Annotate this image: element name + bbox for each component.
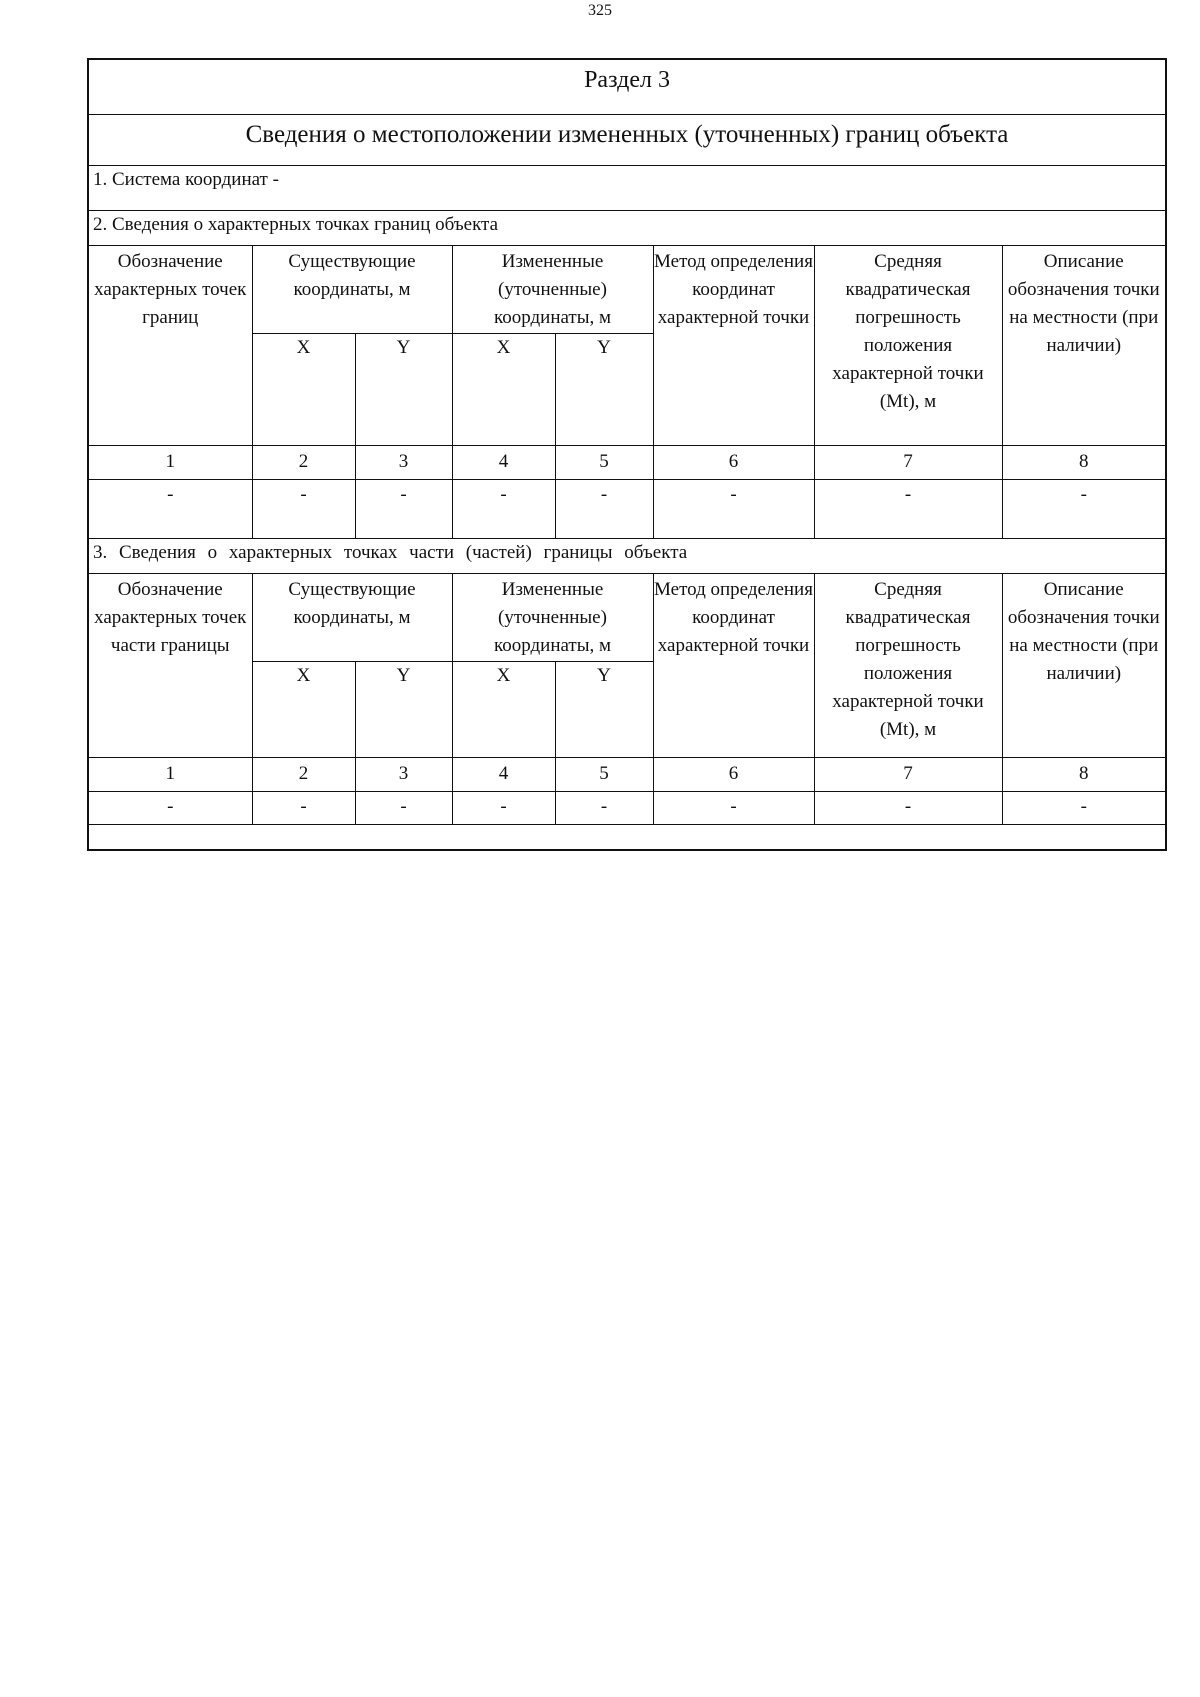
column-number: 4 xyxy=(452,446,555,480)
column-number: 2 xyxy=(252,758,355,792)
cell-value: - xyxy=(252,792,355,825)
header-changed-x: X xyxy=(452,662,555,758)
header-point-designation: Обозначение характерных точек границ xyxy=(88,246,252,446)
header-existing-coordinates: Существующие координаты, м xyxy=(252,246,452,334)
column-number: 4 xyxy=(452,758,555,792)
boundary-part-points-label: 3. Сведения о характерных точках части (частей) границы объекта xyxy=(88,539,1166,574)
page-number: 325 xyxy=(588,2,612,19)
column-numbers-row xyxy=(88,758,1166,792)
header-changed-y: Y xyxy=(555,662,653,758)
header-existing-x: X xyxy=(252,662,355,758)
header-point-description: Описание обозначения точки на местности (при наличии) xyxy=(1002,246,1166,446)
cell-value: - xyxy=(88,792,252,825)
empty-row xyxy=(88,825,1166,851)
header-part-point-designation: Обозначение характерных точек части границы xyxy=(88,574,252,758)
header-changed-coordinates: Измененные (уточненные) координаты, м xyxy=(452,246,653,334)
header-mean-square-error: Средняя квадратическая погрешность положения характерной точки (Mt), м xyxy=(814,246,1002,446)
column-number: 3 xyxy=(355,446,452,480)
cell-value: - xyxy=(555,792,653,825)
header-method: Метод определения координат характерной точки xyxy=(653,246,814,446)
header-existing-y: Y xyxy=(355,662,452,758)
cell-value: - xyxy=(88,480,252,539)
header-existing-y: Y xyxy=(355,334,452,446)
header-point-description: Описание обозначения точки на местности (при наличии) xyxy=(1002,574,1166,758)
coordinate-system-label: 1. Система координат - xyxy=(88,166,1166,211)
header-changed-coordinates: Измененные (уточненные) координаты, м xyxy=(452,574,653,662)
column-number: 5 xyxy=(555,446,653,480)
cell-value: - xyxy=(355,792,452,825)
cell-value: - xyxy=(653,792,814,825)
cell-value: - xyxy=(1002,480,1166,539)
column-numbers-row xyxy=(88,446,1166,480)
cell-value: - xyxy=(452,792,555,825)
cell-value: - xyxy=(355,480,452,539)
column-number: 8 xyxy=(1002,446,1166,480)
column-number: 2 xyxy=(252,446,355,480)
cell-value: - xyxy=(814,480,1002,539)
header-changed-y: Y xyxy=(555,334,653,446)
column-number: 1 xyxy=(88,446,252,480)
cell-value: - xyxy=(814,792,1002,825)
section-title: Раздел 3 xyxy=(88,59,1166,115)
header-existing-x: X xyxy=(252,334,355,446)
cell-value: - xyxy=(252,480,355,539)
table-row xyxy=(88,792,1166,825)
cell-value: - xyxy=(1002,792,1166,825)
column-number: 7 xyxy=(814,758,1002,792)
boundary-points-label: 2. Сведения о характерных точках границ объекта xyxy=(88,211,1166,246)
header-existing-coordinates: Существующие координаты, м xyxy=(252,574,452,662)
header-method: Метод определения координат характерной точки xyxy=(653,574,814,758)
column-number: 5 xyxy=(555,758,653,792)
column-number: 7 xyxy=(814,446,1002,480)
table-row xyxy=(88,480,1166,539)
column-number: 1 xyxy=(88,758,252,792)
column-number: 8 xyxy=(1002,758,1166,792)
header-changed-x: X xyxy=(452,334,555,446)
cell-value: - xyxy=(452,480,555,539)
column-number: 6 xyxy=(653,446,814,480)
section-3-table xyxy=(87,58,1167,851)
header-mean-square-error: Средняя квадратическая погрешность положения характерной точки (Mt), м xyxy=(814,574,1002,758)
cell-value: - xyxy=(555,480,653,539)
section-subtitle: Сведения о местоположении измененных (уточненных) границ объекта xyxy=(88,115,1166,166)
cell-value: - xyxy=(653,480,814,539)
column-number: 6 xyxy=(653,758,814,792)
column-number: 3 xyxy=(355,758,452,792)
